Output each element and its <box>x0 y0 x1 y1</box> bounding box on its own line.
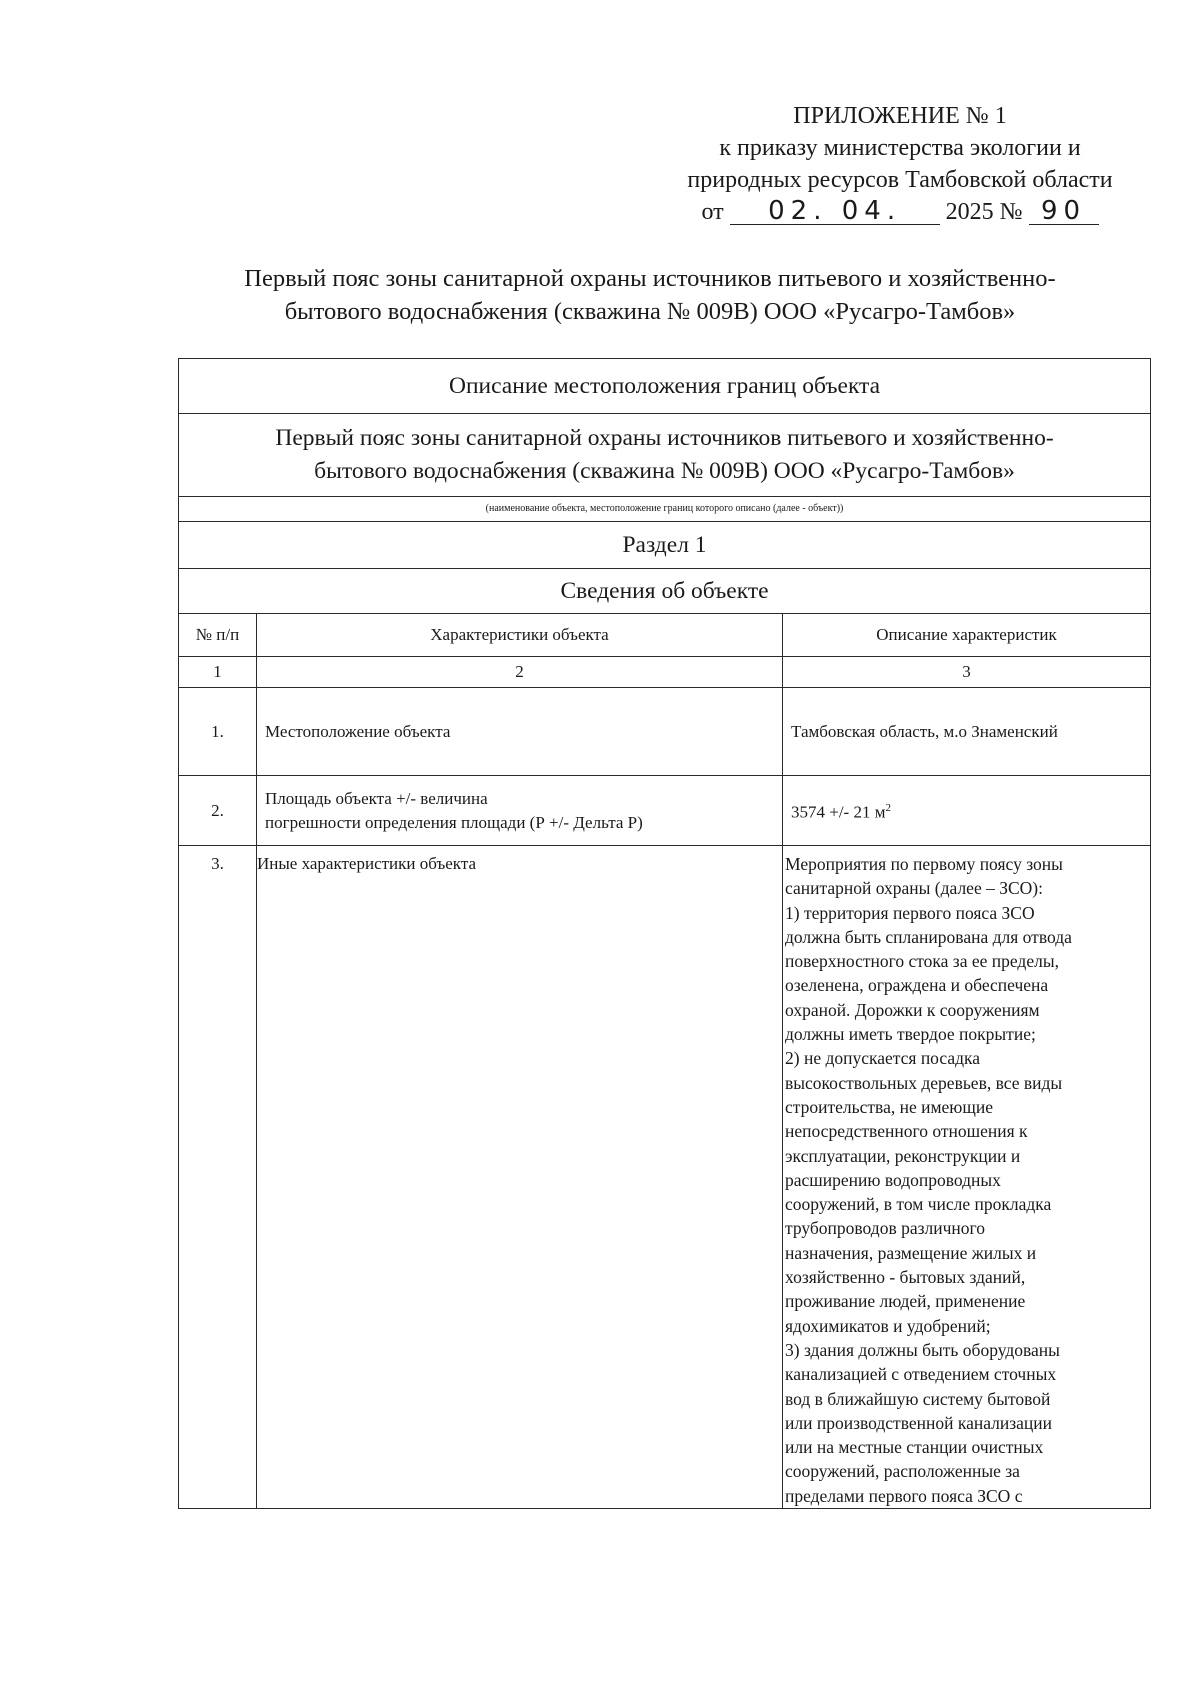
row-characteristic: Иные характеристики объекта <box>257 846 783 1509</box>
description-line: эксплуатации, реконструкции и <box>785 1145 1021 1166</box>
appendix-line-2: природных ресурсов Тамбовской области <box>687 167 1113 193</box>
table-row <box>179 688 1151 776</box>
description-line: или производственной канализации <box>785 1412 1053 1433</box>
column-header-number: № п/п <box>179 614 257 657</box>
row-description-unit-superscript: 2 <box>885 802 891 815</box>
description-line: озеленена, ограждена и обеспечена <box>785 975 1049 996</box>
row-number: 1. <box>179 688 257 776</box>
row-characteristic-line-2: погрешности определения площади (Р +/- Дельта Р) <box>265 812 643 832</box>
description-line: хозяйственно - бытовых зданий, <box>785 1267 1026 1288</box>
object-description-table <box>178 358 1151 1509</box>
document-title-line-1: Первый пояс зоны санитарной охраны источников питьевого и хозяйственно- <box>244 265 1056 292</box>
date-year: 2025 № <box>945 199 1023 225</box>
row-number: 2. <box>179 776 257 846</box>
section-label: Раздел 1 <box>179 522 1151 569</box>
appendix-date-line <box>640 196 1160 228</box>
description-line: трубопроводов различного <box>785 1218 986 1239</box>
description-line: 1) территория первого пояса ЗСО <box>785 902 1035 923</box>
column-number-3: 3 <box>783 657 1151 688</box>
row-characteristic: Местоположение объекта <box>257 688 783 776</box>
description-line: сооружений, расположенные за <box>785 1461 1020 1482</box>
description-line: 2) не допускается посадка <box>785 1048 981 1069</box>
description-line: сооружений, в том числе прокладка <box>785 1194 1052 1215</box>
description-line: назначения, размещение жилых и <box>785 1242 1037 1263</box>
description-line: Мероприятия по первому поясу зоны <box>785 854 1063 874</box>
column-header-row <box>179 614 1151 657</box>
row-characteristic <box>257 776 783 846</box>
table-row <box>179 776 1151 846</box>
description-line: проживание людей, применение <box>785 1291 1026 1312</box>
handwritten-date: 02. 04. <box>730 198 940 225</box>
description-line: должны иметь твердое покрытие; <box>785 1024 1036 1045</box>
handwritten-order-number: 90 <box>1029 198 1099 225</box>
table-row <box>179 846 1151 1509</box>
row-description <box>783 776 1151 846</box>
appendix-line-1: к приказу министерства экологии и <box>719 135 1081 161</box>
row-number: 3. <box>179 846 257 1509</box>
description-line: канализацией с отведением сточных <box>785 1364 1057 1385</box>
description-line: непосредственного отношения к <box>785 1121 1028 1142</box>
object-caption: (наименование объекта, местоположение границ которого описано (далее - объект)) <box>179 497 1151 522</box>
column-header-characteristic: Характеристики объекта <box>257 614 783 657</box>
column-number-1: 1 <box>179 657 257 688</box>
description-line: должна быть спланирована для отвода <box>785 926 1072 947</box>
section-title: Сведения об объекте <box>179 569 1151 614</box>
description-line: вод в ближайшую систему бытовой <box>785 1388 1051 1409</box>
object-name-line-2: бытового водоснабжения (скважина № 009В) ООО «Русагро-Тамбов» <box>314 458 1015 484</box>
row-description-value: 3574 +/- 21 м <box>791 802 886 822</box>
description-line: расширению водопроводных <box>785 1169 1001 1190</box>
row-description: Тамбовская область, м.о Знаменский <box>783 688 1151 776</box>
row-characteristic-line-1: Площадь объекта +/- величина <box>265 788 488 808</box>
row-description-measures <box>783 846 1151 1509</box>
description-line: высокоствольных деревьев, все виды <box>785 1072 1063 1093</box>
description-line: 3) здания должны быть оборудованы <box>785 1339 1060 1360</box>
description-line: пределами первого пояса ЗСО с <box>785 1485 1023 1506</box>
column-header-description: Описание характеристик <box>783 614 1151 657</box>
object-name-line-1: Первый пояс зоны санитарной охраны источников питьевого и хозяйственно- <box>275 425 1054 451</box>
document-title-line-2: бытового водоснабжения (скважина № 009В) ООО «Русагро-Тамбов» <box>284 298 1016 325</box>
column-number-row <box>179 657 1151 688</box>
description-line: строительства, не имеющие <box>785 1096 993 1117</box>
column-number-2: 2 <box>257 657 783 688</box>
description-line: санитарной охраны (далее – ЗСО): <box>785 878 1043 899</box>
description-line: поверхностного стока за ее пределы, <box>785 951 1059 972</box>
description-line: охраной. Дорожки к сооружениям <box>785 999 1040 1020</box>
description-line: или на местные станции очистных <box>785 1437 1044 1458</box>
description-line: ядохимикатов и удобрений; <box>785 1315 991 1336</box>
object-name <box>179 414 1151 497</box>
table-header: Описание местоположения границ объекта <box>179 359 1151 414</box>
appendix-block <box>640 100 1160 228</box>
document-title <box>150 262 1150 328</box>
date-prefix: от <box>701 199 724 225</box>
appendix-title: ПРИЛОЖЕНИЕ № 1 <box>793 103 1007 129</box>
